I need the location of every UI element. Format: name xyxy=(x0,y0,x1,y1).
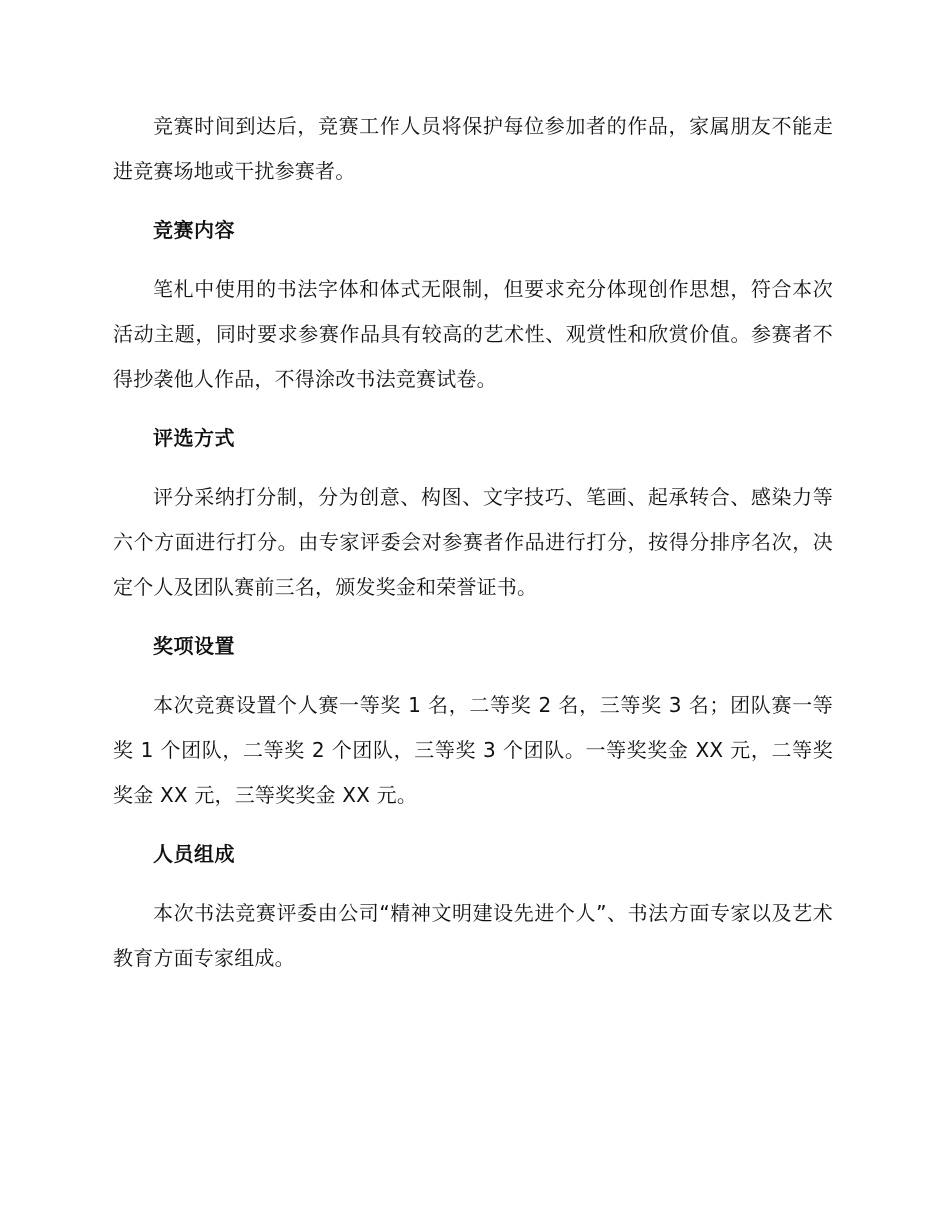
heading-evaluation-method: 评选方式 xyxy=(153,426,235,450)
document-page xyxy=(113,104,833,995)
paragraph-competition-content: 笔札中使用的书法字体和体式无限制，但要求充分体现创作思想，符合本次活动主题，同时要求参赛作品具有较高的艺术性、观赏性和欣赏价值。参赛者不得抄袭他人作品，不得涂改书法竞赛试卷。 xyxy=(113,277,833,391)
paragraph-personnel: 本次书法竞赛评委由公司“精神文明建设先进个人”、书法方面专家以及艺术教育方面专家组成。 xyxy=(113,901,833,970)
paragraph-competition-time: 竞赛时间到达后，竞赛工作人员将保护每位参加者的作品，家属朋友不能走进竞赛场地或干扰参赛者。 xyxy=(113,114,833,183)
paragraph-evaluation-method: 评分采纳打分制，分为创意、构图、文字技巧、笔画、起承转合、感染力等六个方面进行打分。由专家评委会对参赛者作品进行打分，按得分排序名次，决定个人及团队赛前三名，颁发奖金和荣誉证书。 xyxy=(113,485,833,599)
paragraph-award-settings: 本次竞赛设置个人赛一等奖 1 名，二等奖 2 名，三等奖 3 名；团队赛一等奖 1 个团队，二等奖 2 个团队，三等奖 3 个团队。一等奖奖金 XX 元，二等奖奖金 XX 元，三等奖奖金 XX 元。 xyxy=(113,693,833,807)
heading-competition-content: 竞赛内容 xyxy=(153,218,235,242)
heading-personnel: 人员组成 xyxy=(153,842,235,866)
heading-award-settings: 奖项设置 xyxy=(153,634,235,658)
